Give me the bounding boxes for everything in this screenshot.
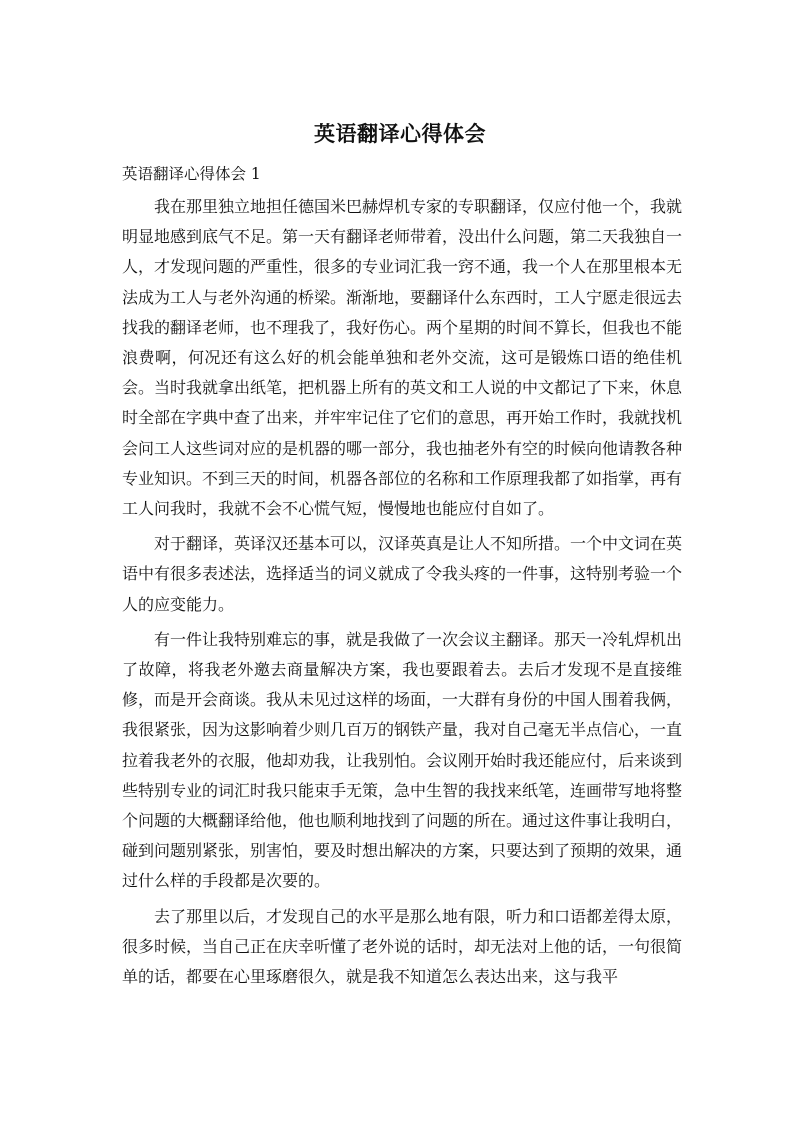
paragraph: 有一件让我特别难忘的事，就是我做了一次会议主翻译。那天一冷轧焊机出了故障，将我老外邀去商量解决方案，我也要跟着去。去后才发现不是直接维修，而是开会商谈。我从未见过这样的场面，一大群有身份的中国人围着我俩，我很紧张，因为这影响着少则几百万的钢铁产量，我对自己毫无半点信心，一直拉着我老外的衣服，他却劝我，让我别怕。会议刚开始时我还能应付，后来谈到些特别专业的词汇时我只能束手无策，急中生智的我找来纸笔，连画带写地将整个问题的大概翻译给他，他也顺利地找到了问题的所在。通过这件事让我明白，碰到问题别紧张，别害怕，要及时想出解决的方案，只要达到了预期的效果，通过什么样的手段都是次要的。 <box>122 629 683 891</box>
paragraph: 对于翻译，英译汉还基本可以，汉译英真是让人不知所措。一个中文词在英语中有很多表述法，选择适当的词义就成了令我头疼的一件事，这特别考验一个人的应变能力。 <box>122 534 683 614</box>
paragraph: 去了那里以后，才发现自己的水平是那么地有限，听力和口语都差得太原，很多时候，当自己正在庆幸听懂了老外说的话时，却无法对上他的话，一句很简单的话，都要在心里琢磨很久，就是我不知道怎么表达出来，这与我平 <box>122 906 683 987</box>
document-body <box>122 192 682 997</box>
section-heading: 英语翻译心得体会 1 <box>122 165 261 183</box>
paragraph: 我在那里独立地担任德国米巴赫焊机专家的专职翻译，仅应付他一个，我就明显地感到底气不足。第一天有翻译老师带着，没出什么问题，第二天我独自一人，才发现问题的严重性，很多的专业词汇我一窍不通，我一个人在那里根本无法成为工人与老外沟通的桥梁。渐渐地，要翻译什么东西时，工人宁愿走很远去找我的翻译老师，也不理我了，我好伤心。两个星期的时间不算长，但我也不能浪费啊，何况还有这么好的机会能单独和老外交流，这可是锻炼口语的绝佳机会。当时我就拿出纸笔，把机器上所有的英文和工人说的中文都记了下来，休息时全部在字典中查了出来，并牢牢记住了它们的意思，再开始工作时，我就找机会问工人这些词对应的是机器的哪一部分，我也抽老外有空的时候向他请教各种专业知识。不到三天的时间，机器各部位的名称和工作原理我都了如指掌，再有工人问我时，我就不会不心慌气短，慢慢地也能应付自如了。 <box>122 197 683 519</box>
document-title: 英语翻译心得体会 <box>314 122 486 146</box>
